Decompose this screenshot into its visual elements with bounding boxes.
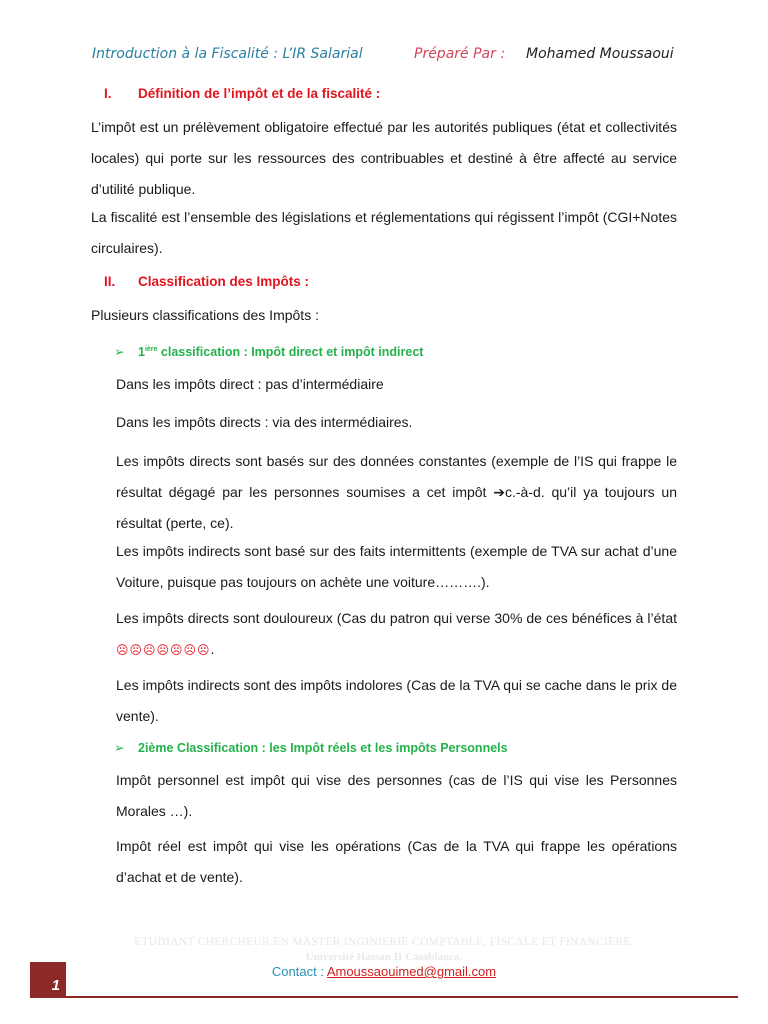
contact-label: Contact : xyxy=(271,964,327,979)
direct-painful-paragraph xyxy=(116,603,677,666)
page-number-box xyxy=(30,962,66,998)
footer-rule xyxy=(30,996,738,998)
direct-painful-end: . xyxy=(210,641,215,657)
section-2-title: Classification des Impôts : xyxy=(138,274,310,289)
classification-intro: Plusieurs classifications des Impôts : xyxy=(91,307,319,323)
section-2-number: II. xyxy=(104,274,116,289)
definition-impot-paragraph: L’impôt est un prélèvement obligatoire effectué par les autorités publiques (état et collectivités locales) qui porte sur les ressources des contribuables et destiné à être affecté au service d’utilité publique. xyxy=(91,119,677,197)
direct-via-intermediary-text: Dans les impôts directs : via des intermédiaires. xyxy=(116,414,413,430)
direct-no-intermediary-text: Dans les impôts direct : pas d’intermédiaire xyxy=(116,376,384,392)
classification-1-heading xyxy=(114,344,423,359)
page-header xyxy=(92,46,680,70)
classification-1-title: classification : Impôt direct et impôt indirect xyxy=(157,345,424,359)
direct-painful-text: Les impôts directs sont douloureux (Cas du patron qui verse 30% de ces bénéfices à l’état xyxy=(116,610,677,626)
header-author: Mohamed Moussaoui xyxy=(526,46,674,62)
sad-face-icon: ☹☹☹☹☹☹☹ xyxy=(116,643,211,657)
definition-fiscalite-paragraph: La fiscalité est l’ensemble des législations et réglementations qui régissent l’impôt (CGI+Notes circulaires). xyxy=(91,209,677,256)
classification-2-heading xyxy=(114,740,508,755)
contact-email-link[interactable]: Amoussaouimed@gmail.com xyxy=(326,964,497,979)
header-title: Introduction à la Fiscalité : L’IR Salarial xyxy=(92,46,363,62)
classification-2-title: 2ième Classification : les Impôt réels et les impôts Personnels xyxy=(138,741,508,755)
direct-constant-data-conclusion: c.-à-d. qu’il ya toujours un résultat (perte, ce). xyxy=(116,484,677,531)
bullet-arrow-icon: ➢ xyxy=(114,741,125,755)
indirect-painless-paragraph: Les impôts indirects sont des impôts indolores (Cas de la TVA qui se cache dans le prix de vente). xyxy=(116,677,677,724)
classification-1-number: 1 xyxy=(138,345,145,359)
direct-constant-data-paragraph xyxy=(116,446,677,539)
implies-arrow-icon: ➔ xyxy=(493,484,505,500)
footer-contact xyxy=(0,964,768,979)
classification-1-superscript: ière xyxy=(144,345,158,353)
impot-reel-paragraph: Impôt réel est impôt qui vise les opérations (Cas de la TVA qui frappe les opérations d’achat et de vente). xyxy=(116,838,677,885)
page-number: 1 xyxy=(51,977,60,994)
bullet-arrow-icon: ➢ xyxy=(114,345,125,359)
section-1-title: Définition de l’impôt et de la fiscalité : xyxy=(138,86,381,101)
impot-personnel-paragraph: Impôt personnel est impôt qui vise des personnes (cas de l’IS qui vise les Personnes Morales …). xyxy=(116,772,677,819)
footer-watermark-line: ETUDIANT CHERCHEUR EN MASTER INGINIERIE COMPTABLE, FISCALE ET FINANCIERE. xyxy=(134,936,634,948)
header-prepared-by: Préparé Par : xyxy=(414,46,506,62)
footer-university: Université Hassan II Casablanca. xyxy=(305,951,463,963)
indirect-intermittent-paragraph: Les impôts indirects sont basé sur des faits intermittents (exemple de TVA sur achat d’une Voiture, puisque pas toujours on achète une voiture……….). xyxy=(116,543,677,590)
direct-constant-data-text: Les impôts directs sont basés sur des données constantes (exemple de l’IS qui frappe le résultat dégagé par les personnes soumises a cet impôt xyxy=(116,453,677,500)
section-1-number: I. xyxy=(104,86,112,101)
